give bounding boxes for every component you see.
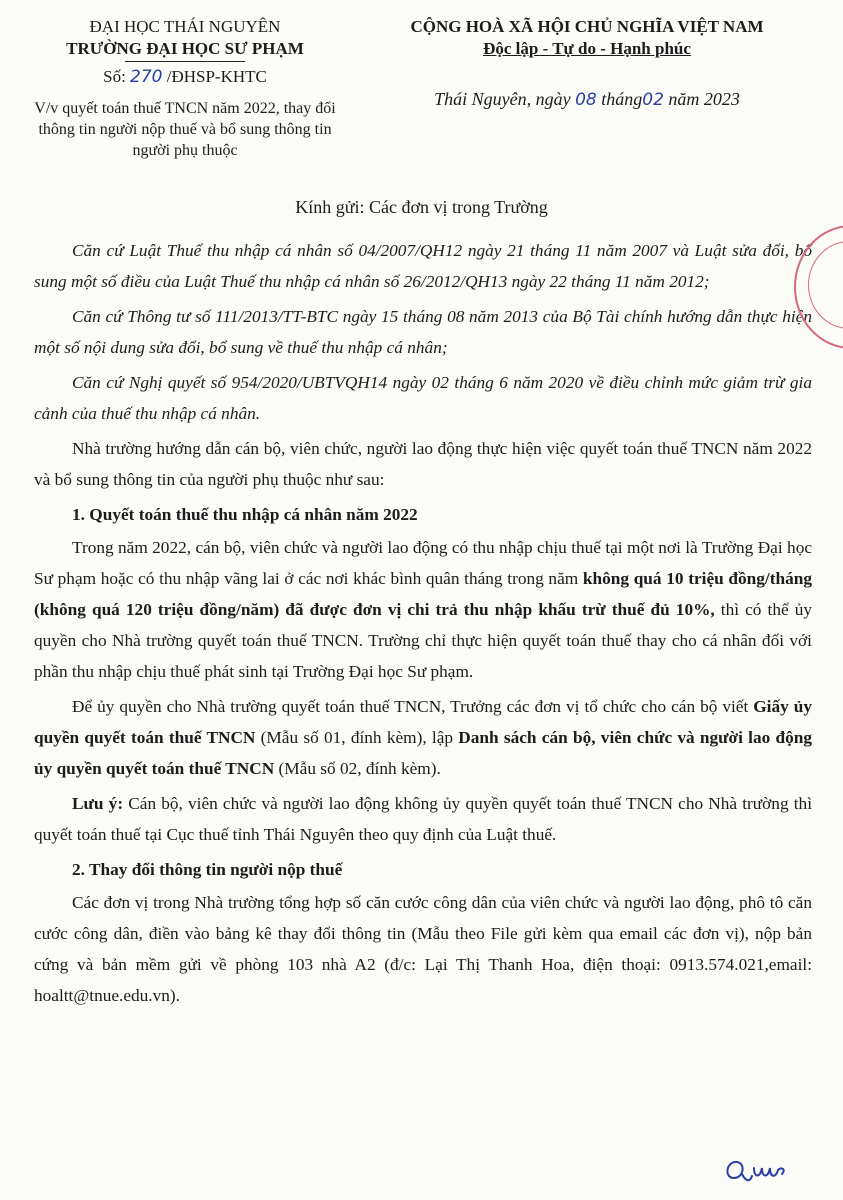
salutation: Kính gửi: Các đơn vị trong Trường	[295, 197, 548, 217]
stamp-inner-ring	[808, 241, 843, 329]
basis-paragraph: Căn cứ Nghị quyết số 954/2020/UBTVQH14 ngày 02 tháng 6 năm 2020 về điều chỉnh mức giảm trừ gia cảnh của thuế thu nhập cá nhân.	[34, 373, 812, 423]
section-2-heading: 2. Thay đổi thông tin người nộp thuế	[72, 860, 343, 879]
subject-line: V/v quyết toán thuế TNCN năm 2022, thay đổi thông tin người nộp thuế và bổ sung thông tin người phụ thuộc	[34, 100, 336, 159]
date-month: 02	[642, 90, 664, 110]
country-name: CỘNG HOÀ XÃ HỘI CHỦ NGHĨA VIỆT NAM	[410, 17, 764, 36]
date-line	[352, 88, 822, 111]
reference-number	[20, 66, 350, 88]
intro-paragraph: Nhà trường hướng dẫn cán bộ, viên chức, người lao động thực hiện việc quyết toán thuế TNCN năm 2022 và bổ sung thông tin của người phụ thuộc như sau:	[34, 439, 812, 489]
section-1-note: Lưu ý: Cán bộ, viên chức và người lao động không ủy quyền quyết toán thuế TNCN cho Nhà trường thì quyết toán thuế tại Cục thuế tỉnh Thái Nguyên theo quy định của Luật thuế.	[34, 794, 812, 844]
header-divider	[125, 61, 245, 62]
section-1-paragraph-1: Trong năm 2022, cán bộ, viên chức và người lao động có thu nhập chịu thuế tại một nơi là Trường Đại học Sư phạm hoặc có thu nhập vãng lai ở các nơi khác bình quân tháng trong năm không quá 10 triệu đồng/tháng (không quá 120 triệu đồng/năm) đã được đơn vị chi trả thu nhập khấu trừ thuế đủ 10%, thì có thể ủy quyền cho Nhà trường quyết toán thuế TNCN. Trường chỉ thực hiện quyết toán thuế thay cho cá nhân đối với phần thu nhập chịu thuế phát sinh tại Trường Đại học Sư phạm.	[34, 538, 813, 681]
national-motto: Độc lập - Tự do - Hạnh phúc	[483, 39, 691, 58]
header-right	[352, 16, 822, 111]
year-label: năm 2023	[668, 89, 740, 109]
org-name: ĐẠI HỌC THÁI NGUYÊN	[89, 17, 281, 36]
section-2-paragraph-1: Các đơn vị trong Nhà trường tổng hợp số căn cước công dân của viên chức và người lao động, phô tô căn cước công dân, điền vào bảng kê thay đổi thông tin (Mẫu theo File gửi kèm qua email các đơn vị), nộp bản cứng và bản mềm gửi về phòng 103 nhà A2 (đ/c: Lại Thị Thanh Hoa, điện thoại: 0913.574.021,email: hoaltt@tnue.edu.vn).	[34, 893, 812, 1005]
handwritten-initials	[722, 1152, 792, 1191]
ref-prefix: Số:	[103, 67, 126, 86]
ref-suffix: /ĐHSP-KHTC	[166, 67, 267, 86]
section-1-paragraph-2: Để ủy quyền cho Nhà trường quyết toán thuế TNCN, Trưởng các đơn vị tổ chức cho cán bộ viết Giấy ủy quyền quyết toán thuế TNCN (Mẫu số 01, đính kèm), lập Danh sách cán bộ, viên chức và người lao động ủy quyền quyết toán thuế TNCN (Mẫu số 02, đính kèm).	[34, 697, 812, 778]
month-label: tháng	[601, 89, 643, 109]
date-place: Thái Nguyên, ngày	[434, 89, 571, 109]
header-left	[20, 16, 350, 161]
note-label: Lưu ý:	[72, 794, 124, 813]
basis-paragraph: Căn cứ Luật Thuế thu nhập cá nhân số 04/2007/QH12 ngày 21 tháng 11 năm 2007 và Luật sửa đổi, bổ sung một số điều của Luật Thuế thu nhập cá nhân số 26/2012/QH13 ngày 22 tháng 11 năm 2012;	[34, 241, 812, 291]
school-name: TRƯỜNG ĐẠI HỌC SƯ PHẠM	[66, 39, 304, 58]
basis-paragraph: Căn cứ Thông tư số 111/2013/TT-BTC ngày 15 tháng 08 năm 2013 của Bộ Tài chính hướng dẫn thực hiện một số nội dung sửa đổi, bổ sung về thuế thu nhập cá nhân;	[34, 307, 812, 357]
date-day: 08	[575, 90, 597, 110]
section-1-heading: 1. Quyết toán thuế thu nhập cá nhân năm 2022	[72, 505, 418, 524]
initials-scribble-icon	[722, 1152, 792, 1186]
document-body	[34, 235, 812, 1015]
ref-number-handwritten: 270	[130, 67, 163, 87]
